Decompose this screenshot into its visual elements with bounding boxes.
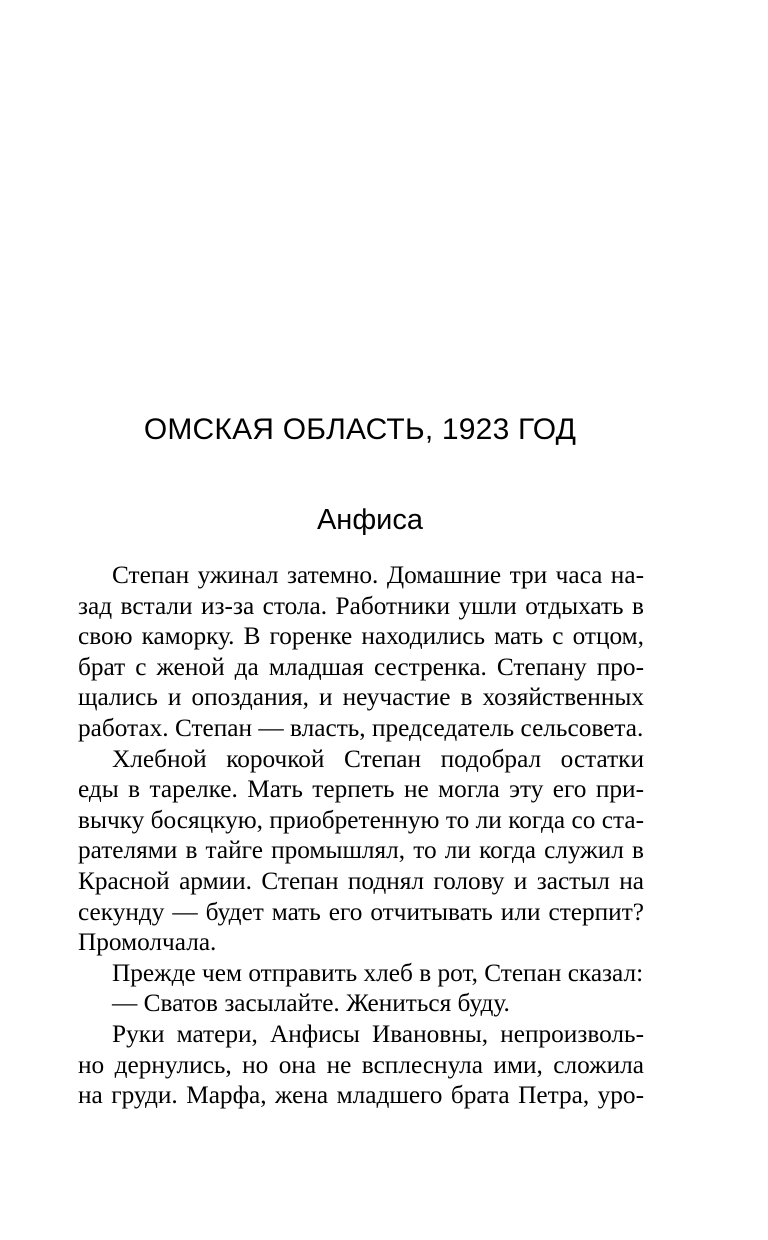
section-title bbox=[0, 498, 720, 542]
text-line: рателями в тайге промышлял, то ли когда служил в bbox=[78, 836, 644, 865]
text-line: зад встали из-за стола. Работники ушли отдыхать в bbox=[78, 591, 644, 620]
text-line: Хлебной корочкой Степан подобрал остатки bbox=[112, 744, 644, 773]
text-line: щались и опоздания, и неучастие в хозяйственных bbox=[78, 683, 644, 712]
body-text bbox=[78, 560, 644, 1111]
section-title-text: Анфиса bbox=[316, 504, 424, 536]
text-line: Красной армии. Степан поднял голову и застыл на bbox=[78, 866, 644, 895]
text-line: Степан ужинал затемно. Домашние три часа на- bbox=[112, 561, 644, 589]
text-line: Руки матери, Анфисы Ивановны, непроизволь- bbox=[112, 1019, 644, 1048]
text-line: Прежде чем отправить хлеб в рот, Степан сказал: bbox=[112, 958, 644, 987]
text-line: работах. Степан — власть, председатель сельсовета. bbox=[78, 713, 644, 742]
chapter-title: ОМСКАЯ ОБЛАСТЬ, 1923 ГОД bbox=[143, 413, 577, 446]
text-line: брат с женой да младшая сестренка. Степану про- bbox=[78, 652, 644, 681]
text-line: свою каморку. В горенке находились мать с отцом, bbox=[78, 622, 644, 651]
text-line: Промолчала. bbox=[78, 928, 217, 957]
text-line: — Сватов засылайте. Жениться буду. bbox=[112, 989, 510, 1018]
text-line: но дернулись, но она не всплеснула ими, сложила bbox=[78, 1050, 644, 1079]
text-line: еды в тарелке. Мать терпеть не могла эту его при- bbox=[78, 775, 644, 804]
text-line: на груди. Марфа, жена младшего брата Петра, уро- bbox=[78, 1081, 644, 1110]
text-line: секунду — будет мать его отчитывать или стерпит? bbox=[78, 897, 644, 926]
text-line: вычку босяцкую, приобретенную то ли когда со ста- bbox=[78, 805, 644, 834]
